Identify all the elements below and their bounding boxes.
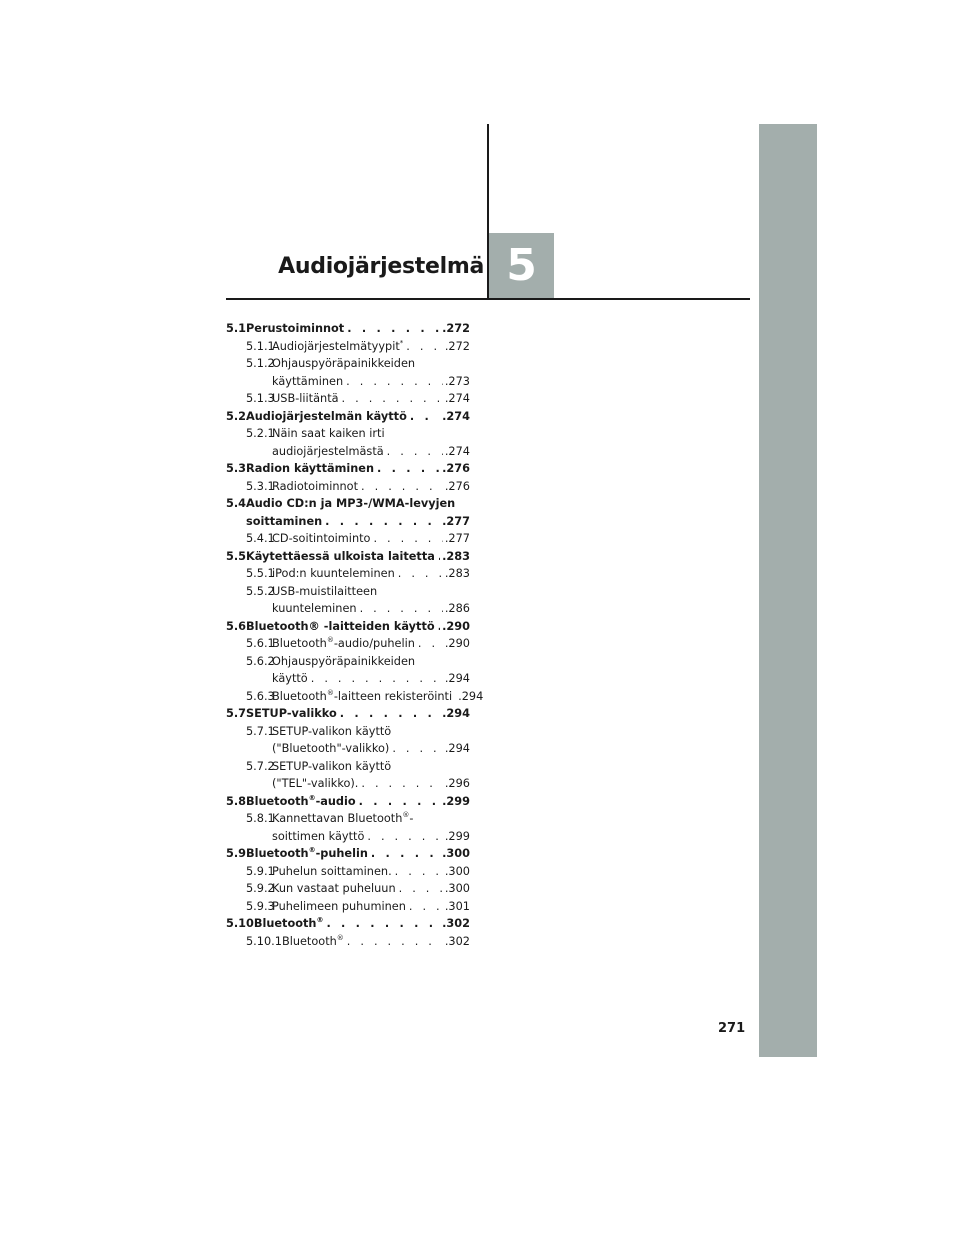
- toc-title-line2: käyttö: [272, 672, 308, 685]
- toc-title: SETUP-valikon käyttö: [272, 759, 392, 773]
- toc-title: Bluetooth: [272, 637, 327, 650]
- toc-title: SETUP-valikko: [246, 707, 337, 720]
- toc-page: .290: [444, 637, 470, 650]
- toc-leader: [308, 670, 443, 688]
- toc-number: 5.6.1: [246, 637, 275, 650]
- toc-entry[interactable]: [226, 548, 470, 566]
- toc-entry[interactable]: [226, 618, 470, 636]
- toc-title-line2: ("TEL"-valikko).: [272, 777, 359, 790]
- toc-entry[interactable]: [226, 530, 470, 548]
- toc-title: Audio CD:n ja MP3-/WMA-levyjen: [246, 497, 456, 510]
- toc-title: Bluetooth: [246, 794, 309, 808]
- toc-title: Audiojärjestelmätyypit: [272, 339, 400, 353]
- toc-title-suffix: -puhelin: [315, 847, 368, 860]
- toc-page: .302: [442, 917, 470, 930]
- toc-page: .276: [444, 479, 470, 493]
- toc-title-line2: kuunteleminen: [272, 602, 357, 615]
- toc-page: .300: [444, 882, 470, 895]
- toc-entry[interactable]: [226, 723, 470, 741]
- toc-number: 5.6.2: [246, 654, 275, 668]
- toc-page: .299: [444, 829, 470, 843]
- toc-title: Radion käyttäminen: [246, 462, 374, 475]
- toc-title: Radiotoiminnot: [272, 479, 359, 493]
- toc-title: Kannettavan Bluetooth: [272, 812, 403, 825]
- toc-entry-continued[interactable]: [226, 670, 470, 688]
- toc-leader: [337, 705, 440, 723]
- toc-entry-continued[interactable]: [226, 740, 470, 758]
- chapter-number: 5: [506, 240, 537, 291]
- toc-title-line2: soittaminen: [246, 514, 323, 528]
- toc-number: 5.5.2: [246, 584, 275, 598]
- toc-title-suffix: -audio/puhelin: [333, 637, 415, 650]
- toc-number: 5.9.2: [246, 882, 275, 895]
- toc-page: .283: [444, 567, 470, 580]
- toc-leader: [384, 443, 443, 461]
- toc-page: .299: [442, 794, 470, 808]
- toc-number: 5.9.3: [246, 899, 275, 913]
- toc-entry[interactable]: [226, 688, 484, 706]
- toc-page: .272: [442, 322, 470, 335]
- toc-entry[interactable]: [226, 863, 470, 881]
- toc-number: 5.2: [226, 409, 247, 423]
- toc-number: 5.8.1: [246, 812, 275, 825]
- toc-leader: [322, 513, 440, 531]
- toc-title-line2: ("Bluetooth"-valikko): [272, 742, 390, 755]
- toc-leader: [389, 740, 443, 758]
- toc-title: Bluetooth: [246, 847, 309, 860]
- toc-page: .300: [444, 864, 470, 878]
- toc-entry-continued[interactable]: [226, 513, 470, 531]
- toc-page: .294: [444, 742, 470, 755]
- toc-entry[interactable]: [226, 425, 470, 443]
- toc-title-suffix: -: [409, 812, 414, 825]
- toc-leader: [374, 460, 440, 478]
- toc-leader: [364, 828, 442, 846]
- toc-number: 5.9: [226, 847, 247, 860]
- toc-number: 5.3: [226, 462, 247, 475]
- toc-entry[interactable]: [226, 495, 470, 513]
- registered-mark: ®: [316, 916, 324, 925]
- footnote-marker: *: [399, 338, 404, 347]
- toc-title: Puhelun soittaminen.: [272, 864, 392, 878]
- toc-number: 5.8: [226, 794, 247, 808]
- chapter-side-tab: [759, 124, 817, 1057]
- toc-leader: [370, 530, 442, 548]
- toc-page: .274: [444, 444, 470, 458]
- toc-leader: [339, 390, 443, 408]
- toc-leader: [358, 478, 443, 496]
- toc-entry-continued[interactable]: [226, 828, 470, 846]
- toc-page: .274: [442, 409, 470, 423]
- toc-title: Bluetooth: [272, 689, 327, 703]
- chapter-title: Audiojärjestelmä: [278, 254, 484, 279]
- toc-entry-continued[interactable]: [226, 600, 470, 618]
- toc-page: .290: [442, 619, 470, 633]
- toc-title: Kun vastaat puheluun: [272, 882, 396, 895]
- toc-entry[interactable]: [226, 880, 470, 898]
- toc-entry-continued[interactable]: [226, 373, 470, 391]
- registered-mark: ®: [402, 811, 410, 820]
- toc-number: 5.5.1: [246, 567, 275, 580]
- toc-title: Perustoiminnot: [246, 322, 345, 335]
- toc-number: 5.2.1: [246, 427, 275, 440]
- toc-entry[interactable]: [226, 320, 470, 338]
- toc-title: Näin saat kaiken irti: [272, 427, 385, 440]
- toc-title: Bluetooth® -laitteiden käyttö: [246, 619, 435, 633]
- toc-title: Bluetooth: [281, 934, 337, 948]
- toc-leader: [343, 373, 443, 391]
- toc-title-line2: audiojärjestelmästä: [272, 444, 384, 458]
- toc-entry[interactable]: [226, 635, 470, 653]
- page-number: 271: [718, 1021, 746, 1036]
- toc-page: .272: [444, 339, 470, 353]
- toc-number: 5.1.1: [246, 339, 275, 353]
- toc-number: 5.10.1: [246, 934, 282, 948]
- toc-leader: [323, 915, 440, 933]
- toc-title-line2: käyttäminen: [272, 374, 344, 388]
- registered-mark: ®: [308, 793, 316, 802]
- toc-entry[interactable]: [226, 355, 470, 373]
- toc-title: USB-muistilaitteen: [272, 584, 378, 598]
- toc-leader: [357, 600, 443, 618]
- toc-entry[interactable]: [226, 793, 470, 811]
- toc-page: .277: [444, 532, 470, 545]
- toc-leader: [344, 933, 443, 951]
- toc-entry[interactable]: [226, 915, 470, 933]
- table-of-contents: [226, 320, 484, 950]
- toc-entry[interactable]: [226, 933, 470, 951]
- toc-title-suffix: -audio: [315, 794, 356, 808]
- toc-page: .301: [444, 899, 470, 913]
- toc-entry[interactable]: [226, 810, 470, 828]
- toc-entry[interactable]: [226, 705, 470, 723]
- toc-page: .274: [444, 392, 470, 405]
- header-horizontal-rule: [226, 298, 750, 300]
- toc-title: USB-liitäntä: [272, 392, 339, 405]
- toc-number: 5.7.1: [246, 724, 275, 738]
- toc-entry-continued[interactable]: [226, 775, 470, 793]
- toc-page: .277: [442, 514, 470, 528]
- toc-page: .302: [444, 934, 470, 948]
- toc-title: Käytettäessä ulkoista laitetta: [246, 549, 435, 563]
- registered-mark: ®: [308, 846, 316, 855]
- toc-title-line2: soittimen käyttö: [272, 829, 365, 843]
- toc-number: 5.1: [226, 322, 247, 335]
- toc-entry[interactable]: [226, 565, 470, 583]
- toc-number: 5.1.3: [246, 392, 275, 405]
- toc-page: .294: [458, 689, 484, 703]
- toc-number: 5.3.1: [246, 479, 275, 493]
- toc-leader: [356, 793, 440, 811]
- toc-number: 5.5: [226, 549, 247, 563]
- toc-entry[interactable]: [226, 338, 470, 356]
- toc-leader: [392, 863, 443, 881]
- toc-number: 5.6.3: [246, 689, 275, 703]
- toc-number: 5.9.1: [246, 864, 275, 878]
- toc-entry[interactable]: [226, 460, 470, 478]
- toc-number: 5.6: [226, 619, 247, 633]
- toc-page: .294: [444, 672, 470, 685]
- registered-mark: ®: [326, 688, 334, 697]
- toc-number: 5.7: [226, 707, 247, 720]
- toc-entry[interactable]: [226, 583, 470, 601]
- toc-page: .276: [442, 462, 470, 475]
- toc-entry[interactable]: [226, 390, 470, 408]
- toc-title-suffix: -laitteen rekisteröinti: [333, 689, 453, 703]
- registered-mark: ®: [336, 933, 344, 942]
- toc-title: SETUP-valikon käyttö: [272, 724, 392, 738]
- toc-leader: [415, 635, 443, 653]
- toc-leader: [403, 338, 443, 356]
- toc-leader: [344, 320, 440, 338]
- toc-leader: [395, 565, 443, 583]
- toc-title: Audiojärjestelmän käyttö: [246, 409, 407, 423]
- toc-number: 5.10: [226, 917, 254, 930]
- registered-mark: ®: [326, 636, 334, 645]
- toc-page: .273: [444, 374, 470, 388]
- toc-page: .296: [444, 777, 470, 790]
- toc-entry[interactable]: [226, 408, 470, 426]
- toc-page: .294: [442, 707, 470, 720]
- toc-entry-continued[interactable]: [226, 443, 470, 461]
- toc-leader: [396, 880, 443, 898]
- toc-leader: [406, 898, 443, 916]
- toc-number: 5.1.2: [246, 357, 275, 370]
- toc-title: Puhelimeen puhuminen: [272, 899, 406, 913]
- toc-leader: [368, 845, 440, 863]
- toc-leader: [407, 408, 440, 426]
- toc-title: iPod:n kuunteleminen: [272, 567, 395, 580]
- toc-title: Bluetooth: [253, 917, 317, 930]
- toc-number: 5.4.1: [246, 532, 275, 545]
- toc-entry[interactable]: [226, 653, 470, 671]
- toc-page: .283: [442, 549, 470, 563]
- toc-number: 5.4: [226, 497, 247, 510]
- chapter-number-box: [489, 233, 554, 298]
- toc-page: .300: [442, 847, 470, 860]
- toc-title: Ohjauspyöräpainikkeiden: [272, 654, 416, 668]
- toc-page: .286: [444, 602, 470, 615]
- toc-entry[interactable]: [226, 898, 470, 916]
- toc-title: CD-soitintoiminto: [272, 532, 371, 545]
- toc-entry[interactable]: [226, 478, 470, 496]
- toc-title: Ohjauspyöräpainikkeiden: [272, 357, 416, 370]
- toc-entry[interactable]: [226, 845, 470, 863]
- toc-leader: [358, 775, 442, 793]
- toc-entry[interactable]: [226, 758, 470, 776]
- toc-number: 5.7.2: [246, 759, 275, 773]
